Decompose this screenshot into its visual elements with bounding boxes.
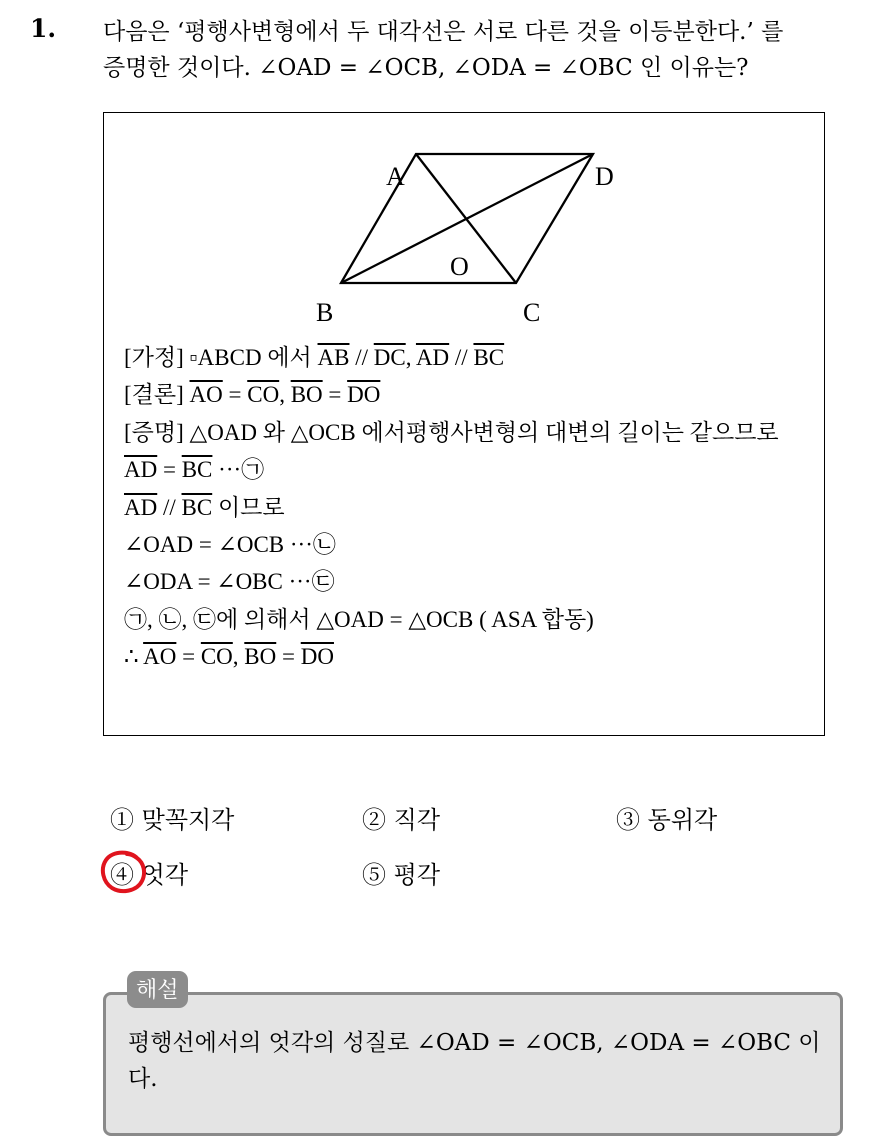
comma: , — [405, 345, 416, 370]
red-circle-icon — [99, 848, 149, 896]
assumption-label: [가정] — [124, 345, 190, 370]
choice-3[interactable]: ③ 동위각 — [616, 806, 718, 834]
equals-sign: = — [222, 382, 248, 408]
conclusion-line — [124, 376, 814, 413]
proof-box — [103, 112, 825, 736]
question-text — [103, 14, 873, 86]
question-number: 1. — [30, 14, 57, 43]
segment-bc: $\overline{BC}$ — [181, 494, 213, 520]
explanation-tag: 해설 — [127, 971, 188, 1008]
answer-mark-circle — [99, 848, 149, 900]
proof-text — [124, 339, 814, 676]
vertex-label-a: A — [386, 162, 405, 191]
explanation-text: 평행선에서의 엇각의 성질로 ∠OAD = ∠OCB, ∠ODA = ∠OBC 이다. — [128, 1030, 821, 1092]
vertex-label-d: D — [595, 162, 614, 191]
equals-sign: = — [157, 457, 182, 483]
segment-bc: $\overline{BC}$ — [181, 457, 213, 483]
congruence-line: ㉠, ㉡, ㉢에 의해서 △OAD = △OCB ( ASA 합동) — [124, 606, 594, 632]
vertex-label-o: O — [450, 252, 469, 281]
segment-bo: $\overline{BO}$ — [244, 644, 277, 670]
parallel-symbol: // — [449, 345, 474, 370]
comma: , — [232, 644, 245, 670]
therefore-line — [124, 638, 814, 675]
explanation-box — [103, 992, 843, 1136]
question-text-line1: 다음은 ‘평행사변형에서 두 대각선은 서로 다른 것을 이등분한다.’ 를 — [103, 19, 784, 45]
parallel-suffix: 이므로 — [212, 494, 285, 520]
segment-bc: $\overline{BC}$ — [473, 345, 505, 370]
segment-do: $\overline{DO}$ — [300, 644, 334, 670]
angle-oad-line: ∠OAD = ∠OCB ···㉡ — [124, 532, 336, 558]
assumption-prefix: ▫ABCD 에서 — [189, 345, 318, 370]
segment-co: $\overline{CO}$ — [200, 644, 233, 670]
choice-5[interactable]: ⑤ 평각 — [362, 861, 440, 889]
conclusion-label: [결론] — [124, 382, 190, 408]
segment-ao: $\overline{AO}$ — [143, 644, 177, 670]
segment-dc: $\overline{DC}$ — [373, 345, 406, 370]
assumption-line — [124, 339, 814, 376]
segment-bo: $\overline{BO}$ — [290, 382, 323, 408]
therefore-symbol: ∴ — [124, 644, 144, 670]
vertex-label-c: C — [523, 298, 541, 327]
segment-ao: $\overline{AO}$ — [189, 382, 223, 408]
equals-sign: = — [322, 382, 348, 408]
ad-equals-bc-line — [124, 451, 814, 488]
vertex-label-b: B — [316, 298, 334, 327]
question-text-line2: 증명한 것이다. ∠OAD = ∠OCB, ∠ODA = ∠OBC 인 이유는? — [103, 55, 749, 81]
parallelogram-diagram — [316, 137, 634, 327]
equals-sign: = — [176, 644, 201, 670]
parallel-symbol: // — [349, 345, 374, 370]
choice-2[interactable]: ② 직각 — [362, 806, 440, 834]
ad-parallel-bc-line — [124, 489, 814, 526]
proof-start-line: [증명] △OAD 와 △OCB 에서평행사변형의 대변의 길이는 같으므로 — [124, 419, 779, 445]
segment-ad: $\overline{AD}$ — [124, 457, 158, 483]
equals-sign: = — [276, 644, 301, 670]
segment-do: $\overline{DO}$ — [347, 382, 381, 408]
segment-ad: $\overline{AD}$ — [415, 345, 450, 370]
comma: , — [279, 382, 291, 408]
parallel-symbol: // — [157, 494, 182, 520]
choice-1[interactable]: ① 맞꼭지각 — [110, 806, 235, 834]
segment-co: $\overline{CO}$ — [247, 382, 280, 408]
angle-oda-line: ∠ODA = ∠OBC ···㉢ — [124, 569, 335, 595]
parallelogram-figure — [316, 137, 634, 327]
segment-ad: $\overline{AD}$ — [124, 494, 158, 520]
segment-ab: $\overline{AB}$ — [317, 345, 350, 370]
choice-4[interactable]: ④ 엇각 — [110, 861, 188, 889]
step-marker-1: ···㉠ — [212, 457, 265, 483]
